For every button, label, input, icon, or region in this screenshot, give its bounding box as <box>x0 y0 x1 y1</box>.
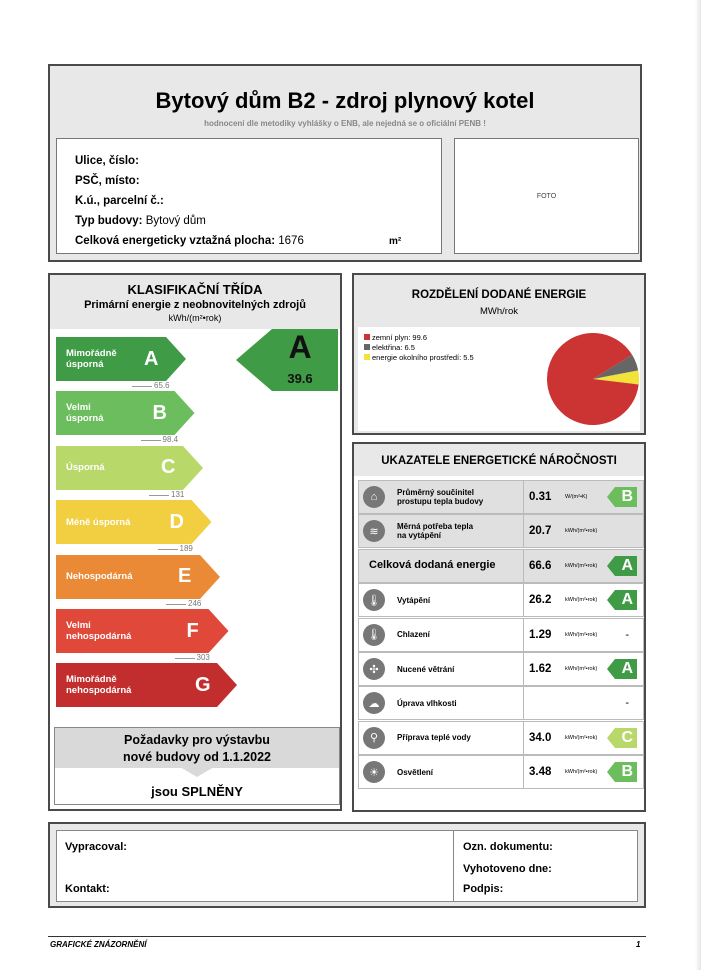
class-bar-label <box>66 500 130 544</box>
indicator-label <box>397 722 471 754</box>
indicator-row <box>358 755 644 789</box>
indicator-label <box>397 619 430 651</box>
thermometer-cold-icon: 🌡 <box>363 624 385 646</box>
class-bar-label-line2: úsporná <box>66 413 104 425</box>
indicator-divider <box>523 550 524 582</box>
indicator-label-line1: Osvětlení <box>397 767 434 777</box>
indicator-value: 1.62 <box>529 663 552 675</box>
indicator-value: 34.0 <box>529 731 552 744</box>
thermometer-hot-icon: 🌡 <box>363 589 385 611</box>
heat-icon: ≋ <box>363 520 385 542</box>
indicator-class-badge <box>607 659 637 679</box>
indicator-label-text <box>397 596 430 605</box>
class-bar-label <box>66 609 131 653</box>
class-bar-label-text <box>66 620 131 642</box>
indicators-header <box>354 444 644 476</box>
class-threshold-line <box>175 658 195 659</box>
class-threshold-line <box>166 604 186 605</box>
legend-swatch <box>364 334 370 340</box>
indicator-value: 26.2 <box>529 594 552 607</box>
photo-box <box>454 138 639 254</box>
indicator-divider <box>523 619 524 651</box>
class-threshold-line <box>158 549 178 550</box>
legend-label: elektřina: 6.5 <box>372 343 415 352</box>
class-threshold-value: 246 <box>188 598 202 608</box>
indicator-row <box>358 514 644 548</box>
bottom-rule <box>48 936 646 937</box>
indicator-label <box>397 687 457 719</box>
class-bar-label-line1: Nehospodárná <box>66 571 133 583</box>
class-bar-label-text <box>66 571 133 582</box>
page-subtitle: hodnocení dle metodiky vyhlášky o ENB, ale nejedná se o oficiální PENB ! <box>204 119 486 128</box>
indicator-label-line1: Vytápění <box>397 595 431 605</box>
indicator-label-text <box>397 733 471 742</box>
indicator-class-badge <box>607 556 637 576</box>
legend-item <box>364 333 427 342</box>
indicator-value: 20.7 <box>529 525 552 538</box>
class-bar-label-text <box>66 402 103 424</box>
legend-item <box>364 353 474 362</box>
humidity-icon: ☁ <box>363 692 385 714</box>
class-bar-letter: D <box>169 510 184 533</box>
building-info-box <box>56 138 442 254</box>
psc-label: PSČ, místo: <box>75 175 140 187</box>
requirements-line1: Požadavky pro výstavbu <box>124 733 270 747</box>
indicator-unit: kWh/(m²•rok) <box>565 528 598 535</box>
class-bar-label <box>66 391 103 435</box>
indicator-label-line2: prostupu tepla budovy <box>397 497 484 506</box>
classification-unit: kWh/(m²•rok) <box>168 313 222 323</box>
class-bar-label <box>66 555 133 599</box>
class-bar-label-line1: Úsporná <box>66 462 105 474</box>
classification-subtitle: Primární energie z neobnovitelných zdrojů <box>84 299 306 311</box>
header-panel <box>48 64 642 262</box>
legend-label: zemní plyn: 99.6 <box>372 333 428 342</box>
indicator-label-line2: na vytápění <box>397 531 442 541</box>
page-title: Bytový dům B2 - zdroj plynový kotel <box>155 88 535 113</box>
class-threshold-value: 98.4 <box>162 435 179 445</box>
indicator-unit: kWh/(m²•rok) <box>565 597 598 604</box>
lightbulb-icon: ☀ <box>363 761 385 783</box>
class-bar-d <box>56 500 212 544</box>
indicator-label-text <box>397 522 473 540</box>
indicator-divider <box>523 756 524 788</box>
class-bar-label-line1: Mimořádně <box>66 674 117 686</box>
indicator-class-letter: B <box>621 763 633 781</box>
indicator-unit: kWh/(m²•rok) <box>565 734 598 741</box>
indicator-class-letter: A <box>621 591 633 609</box>
class-bar-letter: E <box>178 565 192 588</box>
psc-row <box>75 175 140 187</box>
indicator-divider <box>523 722 524 754</box>
class-bar-label <box>66 446 105 490</box>
indicator-label <box>369 550 496 582</box>
distribution-pie <box>546 329 640 429</box>
legend-swatch <box>364 344 370 350</box>
ku-row <box>75 195 164 207</box>
indicator-divider <box>523 481 524 513</box>
indicator-label-text <box>397 699 457 708</box>
class-bar-letter: A <box>144 347 159 370</box>
indicator-divider <box>523 687 524 719</box>
indicator-divider <box>523 653 524 685</box>
class-bar-letter: C <box>161 456 176 479</box>
prepared-label: Vypracoval: <box>65 841 127 853</box>
footer-panel <box>48 822 646 908</box>
requirements-text <box>55 732 339 766</box>
class-bar-label-line1: Mimořádně <box>66 348 117 359</box>
indicator-label-line1: Chlazení <box>397 630 430 640</box>
indicator-label-line1: Celková dodaná energie <box>369 559 496 572</box>
street-row <box>75 155 139 167</box>
house-icon: ⌂ <box>363 486 385 508</box>
class-bar-label-line1: Méně úsporná <box>66 516 131 528</box>
indicator-label-line1: Úprava vlhkosti <box>397 698 457 708</box>
indicator-class-none: - <box>625 697 629 710</box>
classification-title: KLASIFIKAČNÍ TŘÍDA <box>127 282 263 297</box>
faucet-icon: ⚲ <box>363 727 385 749</box>
class-bar-g <box>56 663 237 707</box>
class-bar-label-text <box>66 462 105 473</box>
indicator-row <box>358 583 644 617</box>
class-bar-b <box>56 391 195 435</box>
class-threshold-line <box>141 440 161 441</box>
indicator-class-badge <box>607 728 637 748</box>
area-value: 1676 <box>278 235 304 247</box>
indicator-row <box>358 618 644 652</box>
class-bar-letter: B <box>152 401 167 424</box>
requirements-box <box>54 727 340 805</box>
photo-label: FOTO <box>536 193 557 200</box>
class-bar-c <box>56 446 203 490</box>
type-label: Typ budovy: <box>75 215 143 227</box>
indicator-value: 3.48 <box>529 766 552 779</box>
requirements-result: jsou SPLNĚNY <box>151 784 243 799</box>
indicator-class-letter: B <box>621 488 633 505</box>
indicator-class-badge <box>607 762 637 782</box>
class-bar-label-text <box>66 348 117 370</box>
page-edge-shadow <box>695 0 701 970</box>
class-threshold-value: 65.6 <box>154 381 170 390</box>
indicator-class-letter: C <box>621 728 633 746</box>
indicator-divider <box>523 515 524 547</box>
indicator-label <box>397 653 454 685</box>
requirements-line2: nové budovy od 1.1.2022 <box>123 750 271 764</box>
indicator-row <box>358 480 644 514</box>
class-threshold-line <box>149 495 169 496</box>
indicator-unit: W/(m²•K) <box>565 494 588 500</box>
class-bar-label-line2: úsporná <box>66 359 104 370</box>
class-bar-label-line1: Velmi <box>66 402 91 414</box>
distribution-chart-box <box>358 327 640 431</box>
distribution-title: ROZDĚLENÍ DODANÉ ENERGIE <box>411 289 587 301</box>
class-bar-label-line2: nehospodárná <box>66 685 132 697</box>
indicator-label-text <box>397 488 483 506</box>
indicator-label-text <box>397 665 454 674</box>
indicator-value: 0.31 <box>529 491 552 503</box>
class-threshold-value: 189 <box>179 544 193 554</box>
indicator-unit: kWh/(m²•rok) <box>565 666 598 672</box>
class-threshold-line <box>132 386 152 387</box>
class-bar-letter: F <box>186 619 199 642</box>
class-bar-label <box>66 337 117 381</box>
footer-box <box>56 830 638 902</box>
indicator-class-none: - <box>625 628 629 641</box>
indicator-value: 1.29 <box>529 628 552 641</box>
indicator-divider <box>523 584 524 616</box>
footer-divider <box>453 831 454 901</box>
class-threshold-value: 303 <box>196 653 210 662</box>
indicator-class-badge <box>607 590 637 610</box>
indicator-label <box>397 515 473 547</box>
area-unit: m² <box>389 236 402 247</box>
indicator-row <box>358 686 644 720</box>
distribution-unit: MWh/rok <box>480 306 518 317</box>
street-label: Ulice, číslo: <box>75 155 139 167</box>
class-bar-f <box>56 609 229 653</box>
indicator-row <box>358 549 644 583</box>
classification-panel <box>48 273 342 811</box>
indicator-label-line1: Nucené větrání <box>397 664 455 674</box>
class-bar-label-line2: nehospodárná <box>66 631 132 642</box>
indicator-label <box>397 756 433 788</box>
indicator-row <box>358 721 644 755</box>
page-number: 1 <box>636 940 641 949</box>
indicator-row <box>358 652 644 686</box>
indicators-panel <box>352 442 646 812</box>
indicator-label-text <box>397 768 433 777</box>
class-bar-label <box>66 663 131 707</box>
indicator-unit: kWh/(m²•rok) <box>565 562 598 569</box>
class-bar-label-line1: Velmi <box>66 620 91 631</box>
indicator-label-line1: Příprava teplé vody <box>397 733 471 743</box>
indicator-unit: kWh/(m²•rok) <box>565 631 598 638</box>
classification-header <box>50 275 340 329</box>
legend-item <box>364 343 415 352</box>
requirements-pointer <box>180 767 214 777</box>
area-row <box>75 235 304 247</box>
indicator-class-letter: A <box>621 556 633 574</box>
indicator-label <box>397 481 483 513</box>
class-bar-label-text <box>66 674 131 696</box>
indicator-class-badge <box>607 487 637 507</box>
indicators-title: UKAZATELE ENERGETICKÉ NÁROČNOSTI <box>381 455 617 467</box>
class-bar-label-text <box>66 517 130 528</box>
legend-swatch <box>364 354 370 360</box>
class-bar-e <box>56 555 220 599</box>
indicator-label <box>397 584 430 616</box>
type-row <box>75 215 206 227</box>
area-label: Celková energeticky vztažná plocha: <box>75 235 276 247</box>
energy-distribution-panel <box>352 273 646 435</box>
document-label: Ozn. dokumentu: <box>463 841 553 853</box>
class-bar-letter: G <box>195 673 211 696</box>
result-value: 39.6 <box>287 371 313 386</box>
signature-label: Podpis: <box>463 883 504 895</box>
class-threshold-value: 131 <box>171 489 185 499</box>
indicator-class-letter: A <box>621 660 633 677</box>
contact-label: Kontakt: <box>65 883 110 895</box>
indicator-value: 66.6 <box>529 559 552 572</box>
result-letter: A <box>288 329 312 365</box>
indicator-label-line1: Průměrný součinitel <box>397 488 474 497</box>
fan-icon: ✣ <box>363 658 385 680</box>
indicator-label-text <box>369 561 496 570</box>
type-value: Bytový dům <box>145 215 206 227</box>
date-label: Vyhotoveno dne: <box>463 863 552 875</box>
indicator-unit: kWh/(m²•rok) <box>565 769 598 776</box>
class-bar-a <box>56 337 186 381</box>
legend-label: energie okolního prostředí: 5.5 <box>372 353 474 362</box>
ku-label: K.ú., parcelní č.: <box>75 195 164 207</box>
bottom-caption: GRAFICKÉ ZNÁZORNĚNÍ <box>50 940 147 949</box>
indicator-label-text <box>397 630 430 639</box>
indicator-label-line1: Měrná potřeba tepla <box>397 522 474 532</box>
